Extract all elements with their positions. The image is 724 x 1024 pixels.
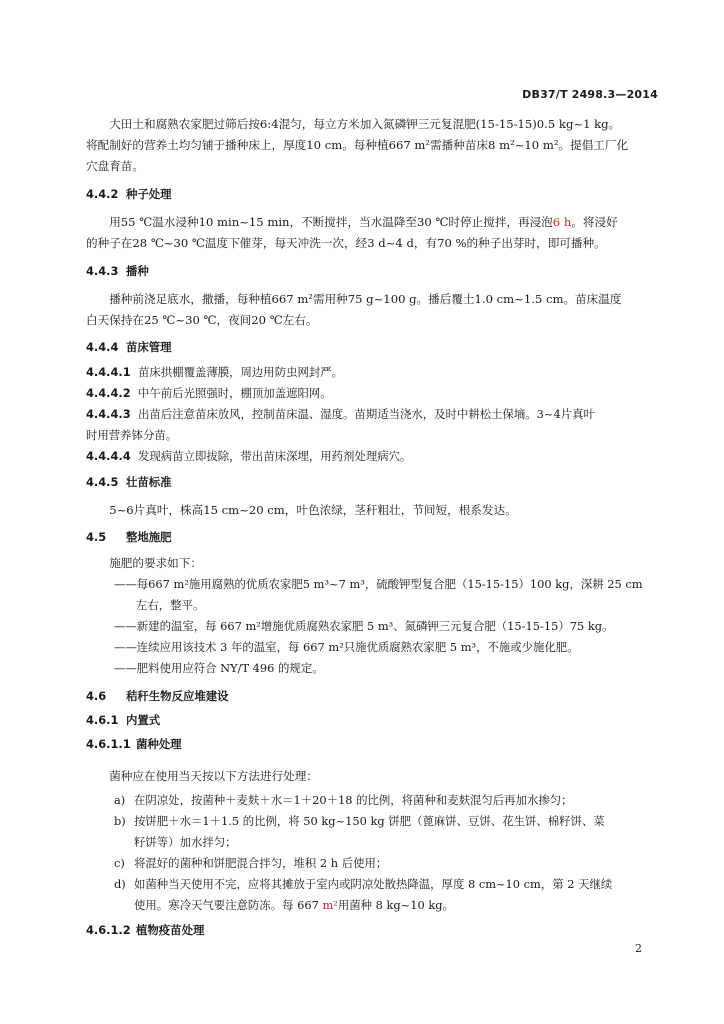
fertilizer-dash-2	[114, 616, 658, 637]
section-heading-4-4-2	[86, 186, 172, 202]
section-title: 壮苗标准	[126, 475, 172, 489]
intro-line-1: 大田土和腐熟农家肥过筛后按6:4混匀，每立方米加入氮磷钾三元复混肥(15-15-15)0.5 kg~1 kg。	[109, 117, 621, 131]
section-number: 4.6.1.2	[86, 923, 131, 937]
list-text: 在阴凉处，按菌种＋麦麸＋水＝1＋20＋18 的比例，将菌种和麦麸混匀后再加水掺匀；	[134, 793, 573, 807]
list-marker: a)	[114, 793, 126, 807]
intro-paragraph-cont	[86, 135, 658, 156]
list-marker: b)	[114, 814, 126, 828]
sowing-line-2: 白天保持在25 ℃~30 ℃，夜间20 ℃左右。	[86, 313, 318, 327]
subclause-number: 4.4.4.2	[86, 386, 131, 400]
page-number: 2	[635, 942, 642, 955]
list-item-d	[114, 874, 658, 895]
list-text-part: 用菌种 8 kg~10 kg。	[337, 898, 454, 912]
list-text-highlight: m²	[322, 898, 338, 912]
fertilizer-dash-1	[114, 574, 658, 595]
section-number: 4.6	[86, 689, 107, 703]
list-text-cont: 籽饼等）加水拌匀；	[134, 835, 237, 849]
section-title: 种子处理	[126, 187, 172, 201]
sowing-line-1: 播种前浇足底水，撒播，每种植667 m²需用种75 g~100 g。播后覆土1.0 cm~1.5 cm。苗床温度	[109, 292, 622, 306]
intro-line-2: 将配制好的营养土均匀铺于播种床上，厚度10 cm。每种植667 m²需播种苗床8 m²~10 m²。提倡工厂化	[86, 138, 629, 152]
subclause-text-cont: 时用营养钵分苗。	[86, 428, 178, 442]
section-heading-4-6	[86, 688, 229, 704]
seed-treatment-paragraph-cont	[86, 233, 658, 254]
section-title: 内置式	[126, 713, 161, 727]
section-number: 4.4.2	[86, 187, 119, 201]
list-marker: d)	[114, 877, 126, 891]
section-heading-4-4-3	[86, 263, 149, 279]
fertilizer-dash-3	[114, 637, 658, 658]
section-title: 苗床管理	[126, 340, 172, 354]
subclause-number: 4.4.4.1	[86, 365, 131, 379]
intro-paragraph	[86, 114, 658, 135]
subclause-4-4-4-3-cont	[86, 425, 658, 446]
section-heading-4-6-1	[86, 712, 160, 728]
seed-treatment-paragraph	[86, 212, 658, 233]
list-text-part: 使用。寒冷天气要注意防冻。每 667	[134, 898, 323, 912]
subclause-text: 苗床拱棚覆盖薄膜，周边用防虫网封严。	[138, 365, 344, 379]
intro-line-3: 穴盘育苗。	[86, 159, 144, 173]
section-number: 4.6.1	[86, 713, 119, 727]
subclause-4-4-4-4	[86, 446, 658, 467]
section-heading-4-4-5	[86, 474, 172, 490]
dash-item-text: ——肥料使用应符合 NY/T 496 的规定。	[114, 661, 324, 675]
dash-item-text: ——新建的温室，每 667 m²增施优质腐熟农家肥 5 m³、氮磷钾三元复合肥（15-15-15）75 kg。	[114, 619, 614, 633]
strong-seedling-paragraph	[86, 500, 658, 521]
inoculant-lead	[86, 766, 658, 787]
fertilizer-lead	[86, 553, 658, 574]
section-title: 菌种处理	[136, 737, 182, 751]
sowing-paragraph-cont	[86, 310, 658, 331]
strong-seedling-text: 5~6片真叶，株高15 cm~20 cm，叶色浓绿，茎秆粗壮，节间短，根系发达。	[109, 503, 517, 517]
list-text: 如菌种当天使用不完，应将其摊放于室内或阴凉处散热降温，厚度 8 cm~10 cm，第 2 天继续	[134, 877, 613, 891]
subclause-number: 4.4.4.3	[86, 407, 131, 421]
fertilizer-dash-1-cont	[136, 595, 680, 616]
fertilizer-lead-text: 施肥的要求如下：	[109, 556, 202, 570]
intro-paragraph-cont2	[86, 156, 658, 177]
dash-item-text: ——连续应用该技术 3 年的温室，每 667 m²只施优质腐熟农家肥 5 m³，不施或少施化肥。	[114, 640, 579, 654]
seed-text-highlight: 6 h	[552, 215, 572, 229]
section-title: 秸秆生物反应堆建设	[126, 689, 229, 703]
subclause-text: 发现病苗立即拔除，带出苗床深埋，用药剂处理病穴。	[138, 449, 412, 463]
list-item-b	[114, 811, 658, 832]
section-number: 4.4.5	[86, 475, 119, 489]
section-title: 播种	[126, 264, 149, 278]
subclause-4-4-4-2	[86, 383, 658, 404]
seed-text-a: 用55 ℃温水浸种10 min~15 min，不断搅拌，当水温降至30 ℃时停止搅拌，再浸泡	[109, 215, 553, 229]
section-title: 植物疫苗处理	[136, 923, 205, 937]
list-item-a	[114, 790, 658, 811]
section-number: 4.4.3	[86, 264, 119, 278]
subclause-4-4-4-1	[86, 362, 658, 383]
subclause-number: 4.4.4.4	[86, 449, 131, 463]
subclause-4-4-4-3	[86, 404, 658, 425]
seed-text-c: 的种子在28 ℃~30 ℃温度下催芽，每天冲洗一次，经3 d~4 d，有70 %的种子出芽时，即可播种。	[86, 236, 606, 250]
sowing-paragraph	[86, 289, 658, 310]
section-heading-4-5	[86, 529, 172, 545]
list-marker: c)	[114, 856, 125, 870]
subclause-text: 中午前后光照强时，棚顶加盖遮阳网。	[138, 386, 332, 400]
section-number: 4.6.1.1	[86, 737, 131, 751]
section-number: 4.4.4	[86, 340, 119, 354]
seed-text-b: 。将浸好	[571, 215, 618, 229]
dash-item-text-cont: 左右，整平。	[136, 598, 205, 612]
section-heading-4-6-1-1	[86, 736, 182, 752]
section-title: 整地施肥	[126, 530, 172, 544]
section-number: 4.5	[86, 530, 107, 544]
dash-item-text: ——每667 m²施用腐熟的优质农家肥5 m³~7 m³，硫酸钾型复合肥（15-15-15）100 kg，深耕 25 cm	[114, 577, 643, 591]
list-item-d-cont	[114, 895, 658, 916]
section-heading-4-6-1-2	[86, 922, 204, 938]
inoculant-lead-text: 菌种应在使用当天按以下方法进行处理：	[109, 769, 318, 783]
fertilizer-dash-4	[114, 658, 658, 679]
subclause-text: 出苗后注意苗床放风，控制苗床温、湿度。苗期适当浇水，及时中耕松土保墒。3~4片真叶	[138, 407, 595, 421]
list-item-b-cont	[114, 832, 658, 853]
list-text: 将混好的菌种和饼肥混合拌匀，堆积 2 h 后使用；	[134, 856, 388, 870]
doc-standard-id: DB37/T 2498.3—2014	[522, 88, 658, 101]
list-text-cont	[134, 895, 658, 916]
section-heading-4-4-4	[86, 339, 172, 355]
list-text: 按饼肥＋水＝1＋1.5 的比例，将 50 kg~150 kg 饼肥（蓖麻饼、豆饼、花生饼、棉籽饼、菜	[134, 814, 605, 828]
list-item-c	[114, 853, 658, 874]
